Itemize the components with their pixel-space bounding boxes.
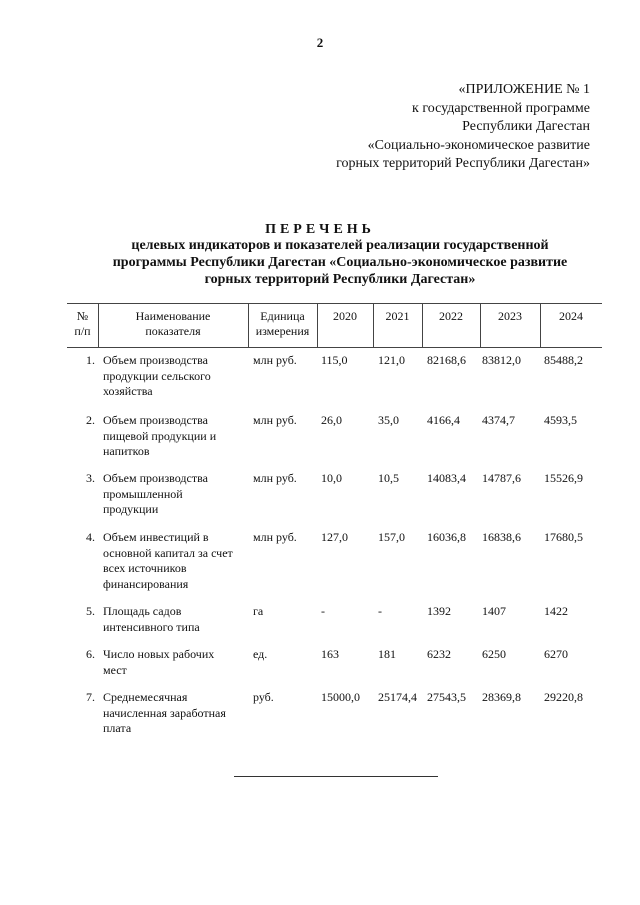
- indicator-name: [103, 471, 253, 518]
- header-num: [67, 304, 98, 347]
- row-number: 5.: [86, 604, 95, 618]
- indicator-name-line: Объем инвестиций в: [103, 530, 209, 544]
- subtitle-line: горных территорий Республики Дагестан»: [204, 272, 476, 287]
- indicator-name: [103, 530, 253, 592]
- indicator-name-line: интенсивного типа: [103, 619, 200, 634]
- unit-cell: млн руб.: [253, 530, 297, 544]
- header-name: [98, 304, 248, 347]
- value-2024: 85488,2: [544, 353, 583, 367]
- row-number: 2.: [86, 413, 95, 427]
- value-2022: 4166,4: [427, 413, 460, 427]
- value-2022: 6232: [427, 647, 451, 661]
- appendix-line: «Социально-экономическое развитие: [367, 137, 590, 153]
- appendix-line: к государственной программе: [412, 100, 590, 116]
- value-2024: 4593,5: [544, 413, 577, 427]
- value-2021: -: [378, 604, 382, 618]
- indicator-name: [103, 413, 253, 460]
- value-2020: 10,0: [321, 471, 342, 485]
- indicator-name-line: промышленной: [103, 486, 183, 501]
- value-2023: 83812,0: [482, 353, 521, 367]
- unit-cell: га: [253, 604, 264, 618]
- header-unit-line: Единица: [260, 309, 305, 323]
- header-num-line: №: [76, 309, 89, 323]
- indicator-name-line: пищевой продукции и: [103, 428, 217, 443]
- value-2021: 35,0: [378, 413, 399, 427]
- indicator-name-line: Объем производства: [103, 353, 208, 367]
- document-title: ПЕРЕЧЕНЬ: [265, 222, 375, 237]
- indicator-name: [103, 647, 253, 678]
- value-2023: 1407: [482, 604, 506, 618]
- value-2024: 15526,9: [544, 471, 583, 485]
- indicator-name-line: Площадь садов: [103, 604, 182, 618]
- indicator-name-line: плата: [103, 721, 132, 735]
- indicator-name-line: всех источников: [103, 561, 187, 575]
- indicator-name-line: продукции сельского: [103, 368, 211, 383]
- header-name-line: показателя: [145, 324, 201, 338]
- header-2024: 2024: [559, 309, 583, 323]
- value-2022: 1392: [427, 604, 451, 618]
- unit-cell: млн руб.: [253, 413, 297, 427]
- value-2020: 15000,0: [321, 690, 360, 704]
- indicator-name: [103, 604, 253, 635]
- header-2021: 2021: [385, 309, 410, 323]
- header-2022: 2022: [439, 309, 463, 323]
- value-2023: 4374,7: [482, 413, 515, 427]
- appendix-heading: [290, 81, 590, 174]
- document-subtitle: [40, 237, 640, 288]
- appendix-line: Республики Дагестан: [462, 119, 590, 134]
- value-2023: 16838,6: [482, 530, 521, 544]
- header-2023: 2023: [498, 309, 522, 323]
- row-number: 3.: [86, 471, 95, 485]
- value-2023: 14787,6: [482, 471, 521, 485]
- row-number: 4.: [86, 530, 95, 544]
- value-2021: 25174,4: [378, 690, 417, 704]
- appendix-line: горных территорий Республики Дагестан»: [336, 156, 590, 171]
- page-number: 2: [316, 35, 324, 50]
- value-2020: 127,0: [321, 530, 348, 544]
- unit-cell: ед.: [253, 647, 268, 661]
- indicator-name-line: напитков: [103, 444, 150, 458]
- indicator-name-line: мест: [103, 662, 127, 677]
- value-2024: 1422: [544, 604, 568, 618]
- value-2022: 82168,6: [427, 353, 466, 367]
- indicators-table: [67, 303, 602, 735]
- indicator-name-line: Объем производства: [103, 413, 208, 427]
- table-header: [67, 303, 602, 348]
- value-2022: 16036,8: [427, 530, 466, 544]
- indicator-name: [103, 690, 253, 737]
- closing-rule: [234, 776, 438, 777]
- row-number: 1.: [86, 353, 95, 367]
- indicator-name-line: финансирования: [103, 576, 189, 591]
- value-2021: 157,0: [378, 530, 405, 544]
- value-2024: 6270: [544, 647, 568, 661]
- header-unit-line: измерения: [255, 324, 310, 338]
- value-2021: 10,5: [378, 471, 399, 485]
- value-2021: 181: [378, 647, 396, 661]
- appendix-line: «ПРИЛОЖЕНИЕ № 1: [458, 82, 590, 97]
- header-num-line: п/п: [74, 324, 91, 338]
- indicator-name-line: продукции: [103, 502, 159, 516]
- value-2020: 115,0: [321, 353, 348, 367]
- indicator-name-line: Число новых рабочих: [103, 647, 215, 661]
- header-2020: 2020: [333, 309, 357, 323]
- row-number: 7.: [86, 690, 95, 704]
- row-number: 6.: [86, 647, 95, 661]
- indicator-name-line: основной капитал за счет: [103, 545, 233, 560]
- subtitle-line: целевых индикаторов и показателей реализации государственной: [131, 238, 549, 253]
- value-2024: 29220,8: [544, 690, 583, 704]
- value-2023: 6250: [482, 647, 506, 661]
- unit-cell: руб.: [253, 690, 274, 704]
- value-2024: 17680,5: [544, 530, 583, 544]
- unit-cell: млн руб.: [253, 353, 297, 367]
- subtitle-line: программы Республики Дагестан «Социально-экономическое развитие: [112, 255, 568, 270]
- indicator-name-line: начисленная заработная: [103, 705, 226, 720]
- value-2020: 163: [321, 647, 339, 661]
- value-2022: 14083,4: [427, 471, 466, 485]
- header-name-line: Наименование: [135, 309, 211, 323]
- header-unit: [248, 304, 317, 347]
- value-2021: 121,0: [378, 353, 405, 367]
- value-2020: 26,0: [321, 413, 342, 427]
- indicator-name-line: Среднемесячная: [103, 690, 188, 704]
- value-2023: 28369,8: [482, 690, 521, 704]
- indicator-name: [103, 353, 253, 400]
- indicator-name-line: хозяйства: [103, 384, 153, 398]
- value-2022: 27543,5: [427, 690, 466, 704]
- indicator-name-line: Объем производства: [103, 471, 208, 485]
- unit-cell: млн руб.: [253, 471, 297, 485]
- value-2020: -: [321, 604, 325, 618]
